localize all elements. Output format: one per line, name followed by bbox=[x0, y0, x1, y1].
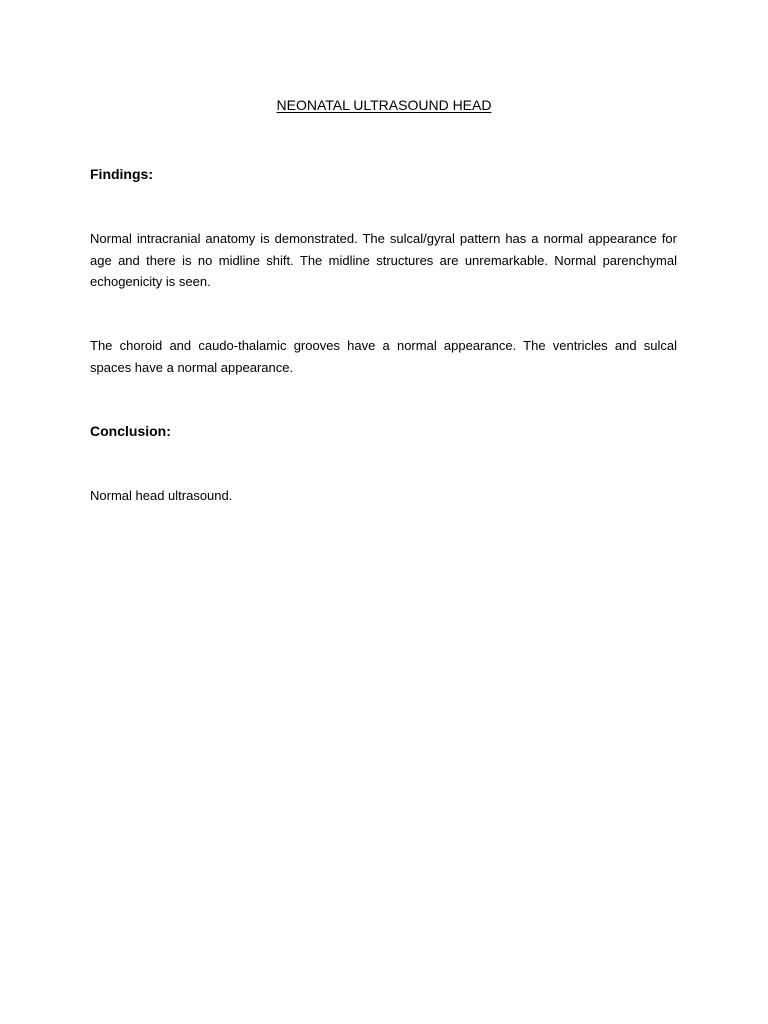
findings-heading: Findings: bbox=[90, 166, 153, 182]
document-title: NEONATAL ULTRASOUND HEAD bbox=[276, 97, 492, 113]
conclusion-text: Normal head ultrasound. bbox=[90, 488, 233, 503]
conclusion-heading: Conclusion: bbox=[90, 423, 171, 439]
findings-paragraph: Normal intracranial anatomy is demonstrated. The sulcal/gyral pattern has a normal appearance for age and there is no midline shift. The midline structures are unremarkable. Normal parenchymal echogenicity is seen. bbox=[90, 231, 677, 289]
findings-paragraph: The choroid and caudo-thalamic grooves have a normal appearance. The ventricles and sulcal spaces have a normal appearance. bbox=[90, 338, 677, 375]
